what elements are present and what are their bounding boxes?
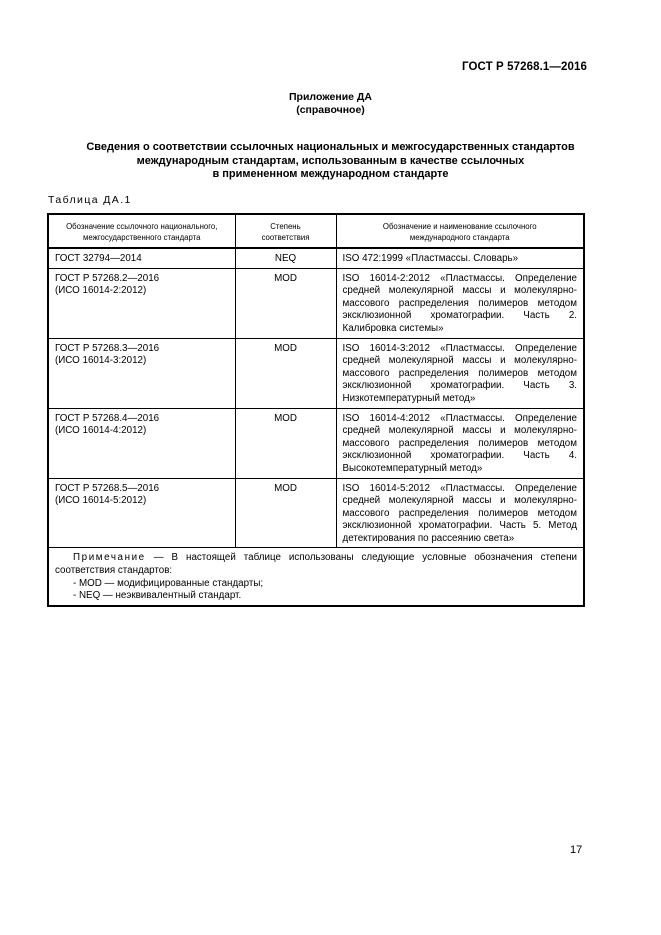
iso-equivalent-code: (ИСО 16014-3:2012) — [55, 355, 147, 367]
document-designation: ГОСТ Р 57268.1—2016 — [462, 61, 587, 73]
heading-line: Сведения о соответствии ссылочных национальных и межгосударственных стандартов — [86, 141, 575, 153]
appendix-title: Приложение ДА — [289, 91, 372, 103]
degree-cell: MOD — [235, 268, 336, 338]
degree-cell: NEQ — [235, 248, 336, 268]
standard-code: ГОСТ Р 57268.4—2016 — [55, 412, 160, 424]
national-standard-cell — [48, 268, 235, 338]
table-note — [48, 548, 584, 606]
column-header-degree — [235, 214, 336, 248]
correspondence-table — [47, 213, 585, 607]
header-text: международного стандарта — [409, 233, 510, 242]
international-standard-cell: ISO 16014-4:2012 «Пластмассы. Определение средней молекулярной массы и молекулярно-массового распределения полимеров методом эксклюзионной хроматографии. Часть 4. Высокотемпературный метод» — [336, 408, 584, 478]
table-note-row — [48, 548, 584, 606]
international-standard-cell: ISO 16014-5:2012 «Пластмассы. Определение средней молекулярной массы и молекулярно-массового распределения полимеров методом эксклюзионной хроматографии. Часть 5. Метод детектирования по рассеянию света» — [336, 478, 584, 548]
appendix-subtitle: (справочное) — [296, 104, 365, 116]
degree-cell: MOD — [235, 478, 336, 548]
table-row — [48, 338, 584, 408]
international-standard-cell: ISO 16014-3:2012 «Пластмассы. Определение средней молекулярной массы и молекулярно-массового распределения полимеров методом эксклюзионной хроматографии. Часть 3. Низкотемпературный метод» — [336, 338, 584, 408]
appendix-heading — [40, 141, 621, 182]
table-header-row — [48, 214, 584, 248]
table-row — [48, 268, 584, 338]
heading-line: в примененном международном стандарте — [212, 168, 449, 180]
header-text: Обозначение ссылочного национального, — [66, 222, 218, 231]
standard-code: ГОСТ Р 57268.2—2016 — [55, 272, 160, 284]
note-item: - MOD — модифицированные стандарты; — [73, 577, 264, 589]
national-standard-cell — [48, 478, 235, 548]
header-text: соответствия — [261, 233, 310, 242]
header-text: межгосударственного стандарта — [83, 233, 201, 242]
header-text: Обозначение и наименование ссылочного — [382, 222, 537, 231]
national-standard-cell — [48, 248, 235, 268]
national-standard-cell — [48, 338, 235, 408]
column-header-international-standard — [336, 214, 584, 248]
international-standard-cell: ISO 472:1999 «Пластмассы. Словарь» — [336, 248, 584, 268]
note-paragraph — [55, 552, 577, 577]
header-text: Степень — [270, 222, 301, 231]
international-standard-cell: ISO 16014-2:2012 «Пластмассы. Определение средней молекулярной массы и молекулярно-массового распределения полимеров методом эксклюзионной хроматографии. Часть 2. Калибровка системы» — [336, 268, 584, 338]
national-standard-cell — [48, 408, 235, 478]
note-item: - NEQ — неэквивалентный стандарт. — [73, 590, 242, 602]
iso-equivalent-code: (ИСО 16014-4:2012) — [55, 425, 147, 437]
table-row — [48, 248, 584, 268]
appendix-title-block — [0, 91, 661, 117]
table-caption: Таблица ДА.1 — [48, 194, 132, 206]
iso-equivalent-code: (ИСО 16014-2:2012) — [55, 285, 147, 297]
degree-cell: MOD — [235, 408, 336, 478]
table-row — [48, 478, 584, 548]
iso-equivalent-code: (ИСО 16014-5:2012) — [55, 495, 147, 507]
standard-code: ГОСТ Р 57268.3—2016 — [55, 342, 160, 354]
standard-code: ГОСТ 32794—2014 — [55, 253, 142, 264]
heading-line: международным стандартам, использованным в качестве ссылочных — [136, 154, 525, 167]
column-header-national-standard — [48, 214, 235, 248]
note-text: — В настоящей таблице использованы следующие условные обозначения степени соответствия стандартов: — [55, 552, 577, 577]
standard-code: ГОСТ Р 57268.5—2016 — [55, 482, 160, 494]
degree-cell: MOD — [235, 338, 336, 408]
table-row — [48, 408, 584, 478]
note-label: Примечание — [73, 552, 146, 564]
page-number: 17 — [570, 844, 583, 856]
